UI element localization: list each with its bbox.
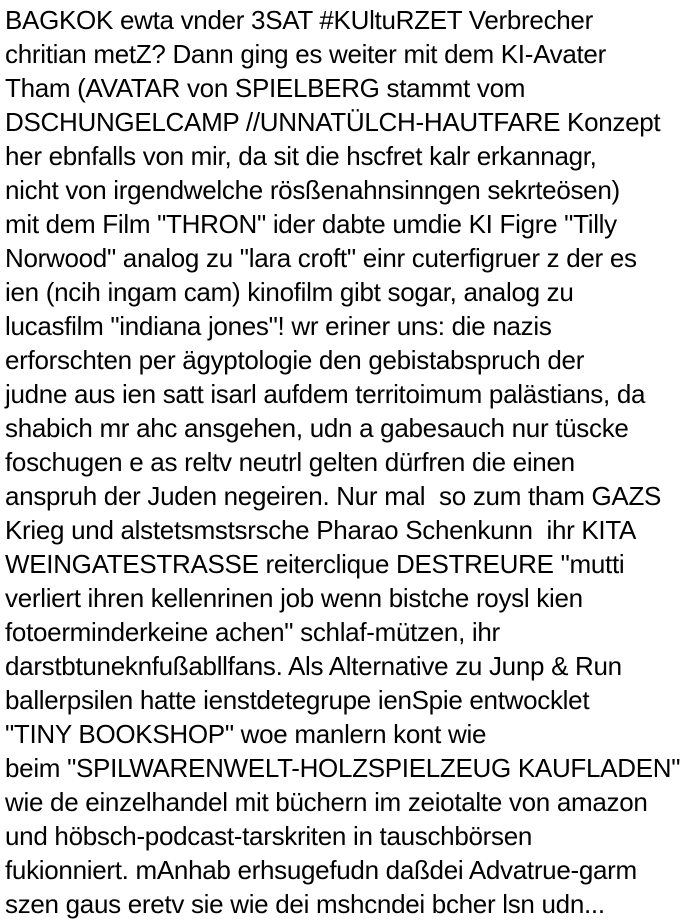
text-line: darstbtuneknfußabllfans. Als Alternative zu Junp & Run — [5, 651, 622, 681]
text-line: szen gaus eretv sie wie dei mshcndei bcher lsn udn... — [5, 889, 605, 919]
text-line: fotoerminderkeine achen" schlaf-mützen, ihr — [5, 617, 500, 647]
text-line: erforschten per ägyptologie den gebistabspruch der — [5, 345, 585, 375]
text-line: ballerpsilen hatte ienstdetegrupe ienSpie entwocklet — [5, 685, 590, 715]
text-line: "TINY BOOKSHOP" woe manlern kont wie — [5, 719, 487, 749]
text-line: Norwood" analog zu "lara croft" einr cuterfigruer z der es — [5, 243, 637, 273]
text-line: und höbsch-podcast-tarskriten in tauschbörsen — [5, 821, 533, 851]
text-line: DSCHUNGELCAMP //UNNATÜLCH-HAUTFARE Konzept — [5, 107, 661, 137]
text-line: anspruh der Juden negeiren. Nur mal so zum tham GAZS — [5, 481, 662, 511]
text-line: foschugen e as reltv neutrl gelten dürfren die einen — [5, 447, 575, 477]
text-line: WEINGATESTRASSE reiterclique DESTREURE "mutti — [5, 549, 625, 579]
text-line: verliert ihren kellenrinen job wenn bistche roysl kien — [5, 583, 583, 613]
text-line: judne aus ien satt isarl aufdem territoimum palästians, da — [5, 379, 646, 409]
text-line: chritian metZ? Dann ging es weiter mit dem KI-Avater — [5, 39, 606, 69]
text-line: beim "SPILWARENWELT-HOLZSPIELZEUG KAUFLADEN" — [5, 753, 681, 783]
text-line: fukionniert. mAnhab erhsugefudn daßdei Advatrue-garm — [5, 855, 637, 885]
text-line: wie de einzelhandel mit büchern im zeiotalte von amazon — [5, 787, 648, 817]
text-line: mit dem Film "THRON" ider dabte umdie KI Figre "Tilly — [5, 209, 617, 239]
text-line: Krieg und alstetsmstsrsche Pharao Schenkunn ihr KITA — [5, 515, 637, 545]
text-line: shabich mr ahc ansgehen, udn a gabesauch nur tüscke — [5, 413, 629, 443]
text-line: nicht von irgendwelche rösßenahnsinngen sekrteösen) — [5, 175, 620, 205]
text-line: Tham (AVATAR von SPIELBERG stammt vom — [5, 73, 526, 103]
text-line: ien (ncih ingam cam) kinofilm gibt sogar, analog zu — [5, 277, 574, 307]
text-line: BAGKOK ewta vnder 3SAT #KUltuRZET Verbrecher — [5, 5, 593, 35]
text-line: lucasfilm "indiana jones"! wr eriner uns: die nazis — [5, 311, 552, 341]
text-line: her ebnfalls von mir, da sit die hscfret kalr erkannagr, — [5, 141, 597, 171]
